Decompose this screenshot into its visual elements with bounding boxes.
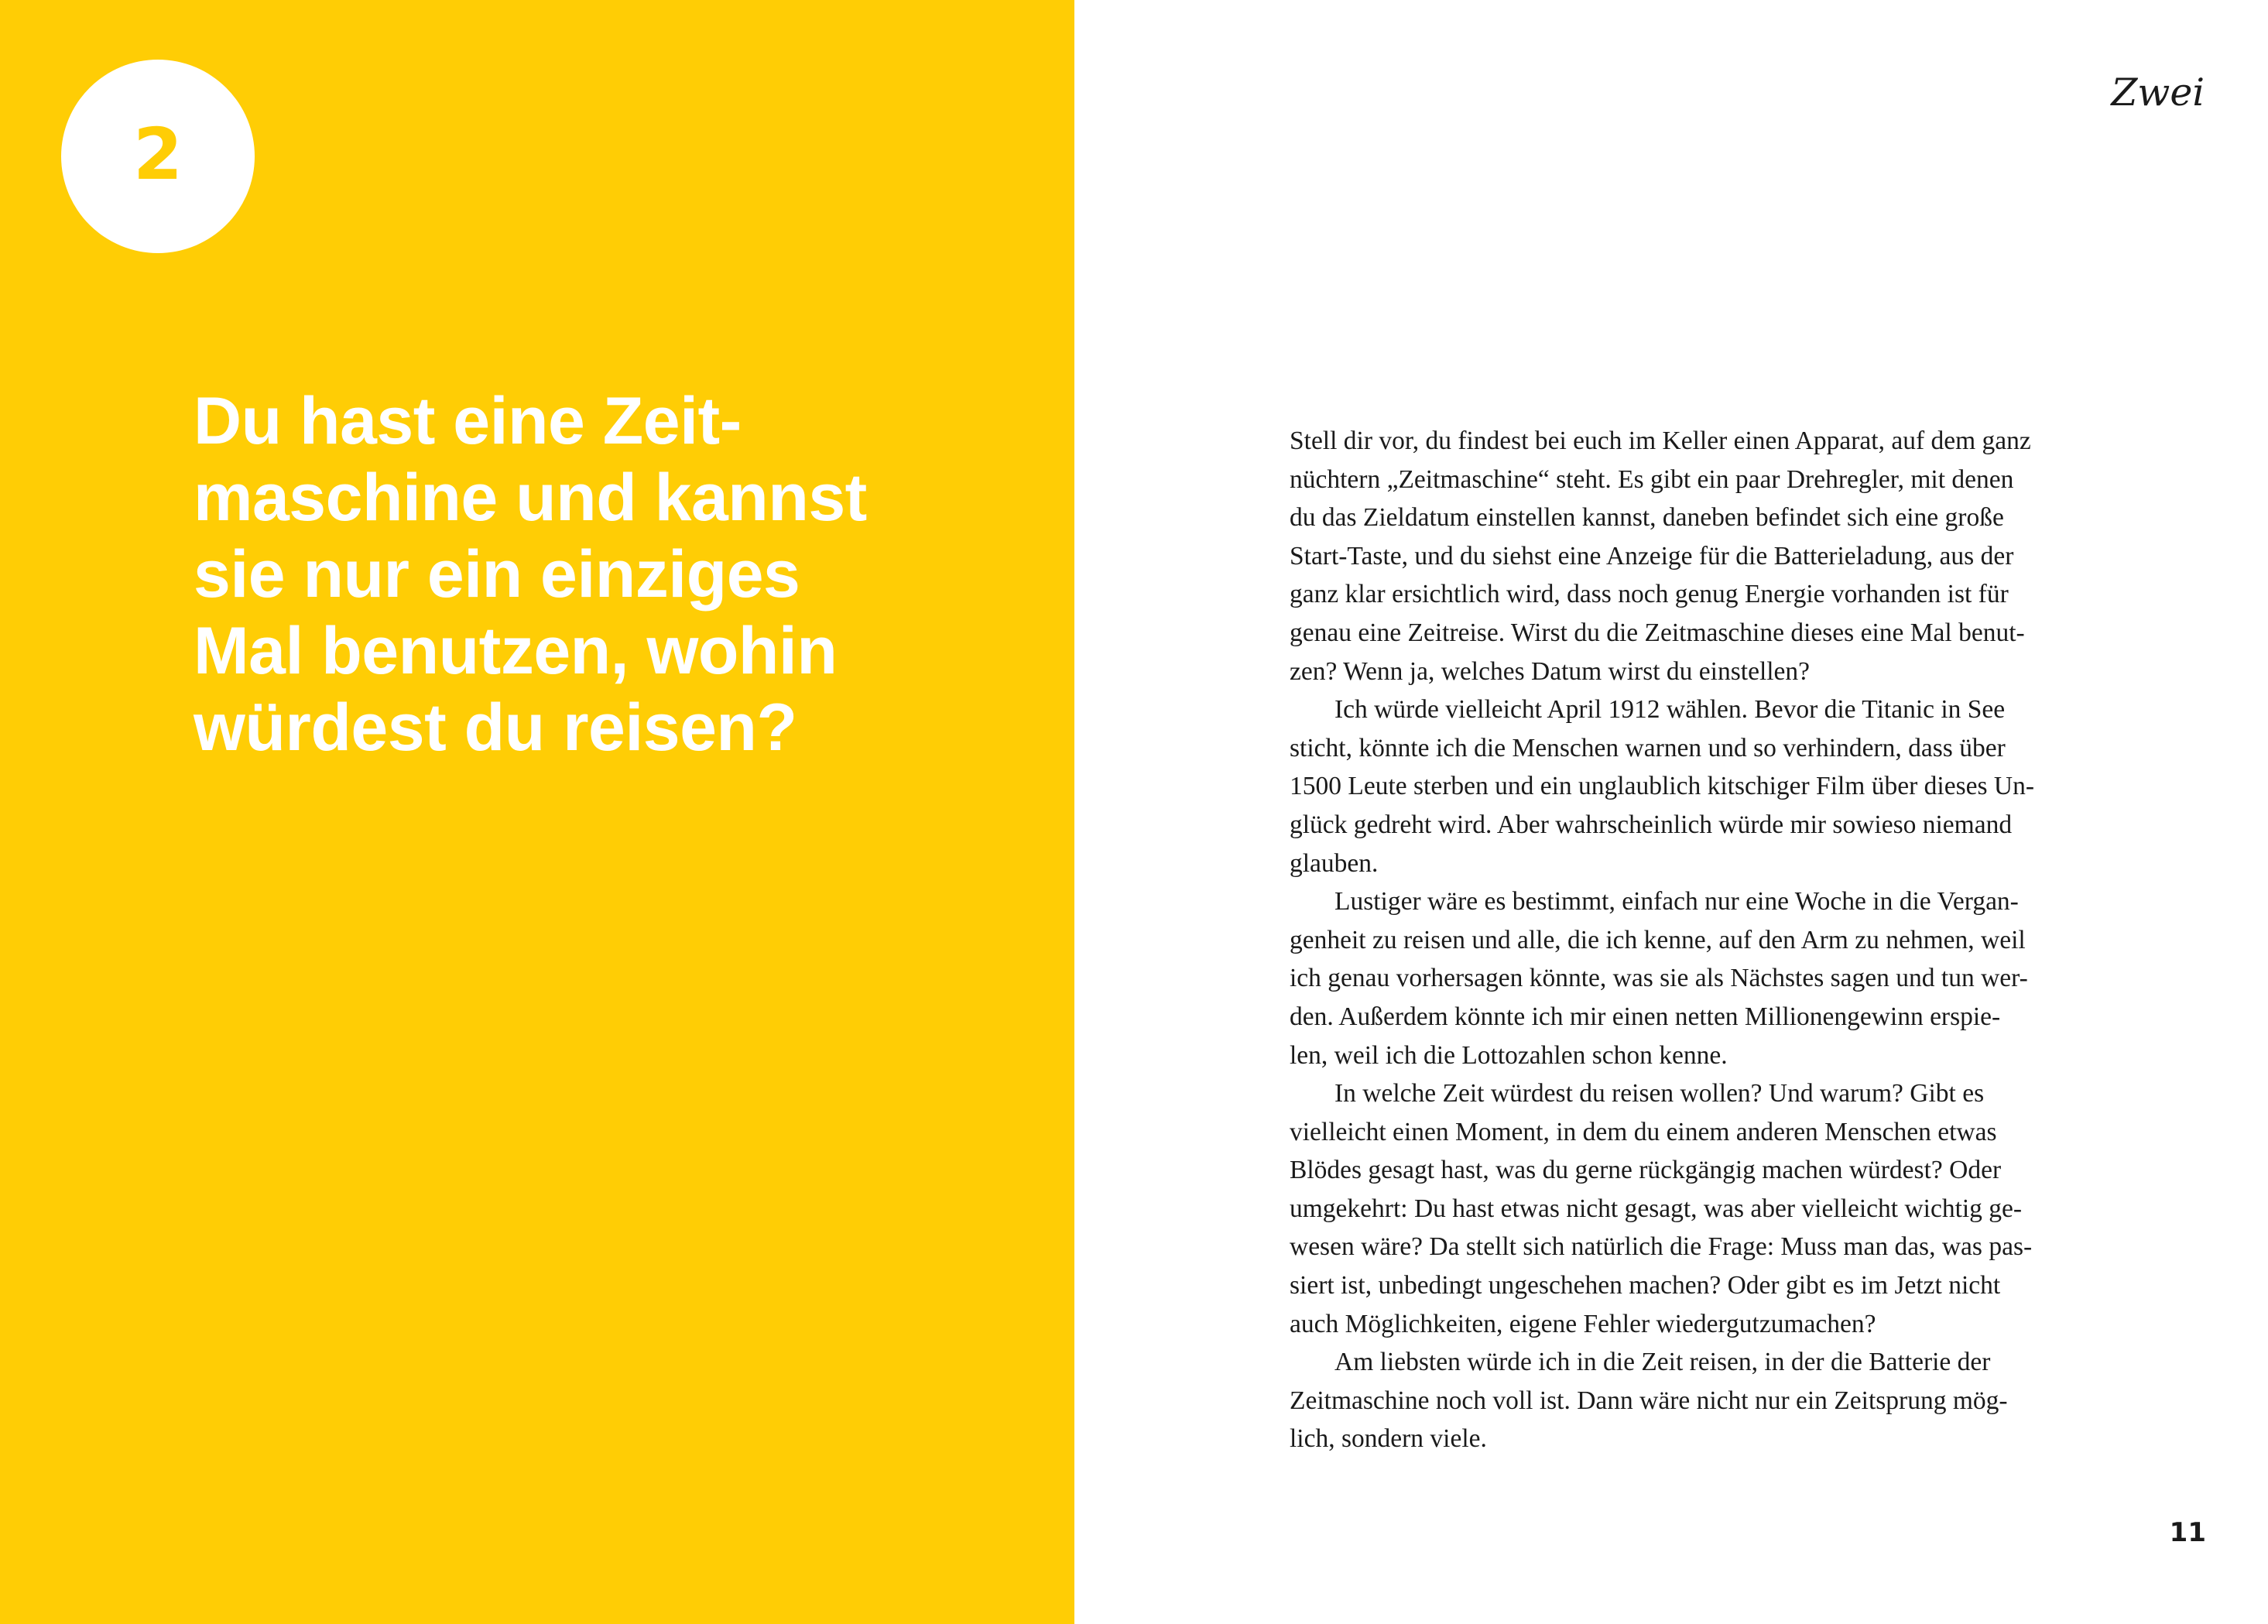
text-line: glauben. bbox=[1290, 848, 1379, 878]
text-line: Lustiger wäre es bestimmt, einfach nur eine Woche in die Vergan- bbox=[1334, 887, 2019, 916]
text-line: Blödes gesagt hast, was du gerne rückgängig machen würdest? Oder bbox=[1290, 1156, 2002, 1185]
text-line: nüchtern „Zeitmaschine“ steht. Es gibt ein paar Drehregler, mit denen bbox=[1290, 464, 2014, 494]
text-line: sticht, könnte ich die Menschen warnen und so verhindern, dass über bbox=[1290, 733, 2006, 762]
text-line: wesen wäre? Da stellt sich natürlich die Frage: Muss man das, was pas- bbox=[1290, 1232, 2033, 1262]
text-line: genau eine Zeitreise. Wirst du die Zeitmaschine dieses eine Mal benut- bbox=[1290, 618, 2025, 647]
text-line: Stell dir vor, du findest bei euch im Keller einen Apparat, auf dem ganz bbox=[1290, 427, 2031, 455]
text-line: ganz klar ersichtlich wird, dass noch genug Energie vorhanden ist für bbox=[1290, 580, 2009, 609]
question-line: maschine und kannst bbox=[194, 461, 867, 535]
text-line: den. Außerdem könnte ich mir einen netten Millionengewinn erspie- bbox=[1290, 1002, 2001, 1031]
text-line: zen? Wenn ja, welches Datum wirst du einstellen? bbox=[1290, 656, 1811, 686]
question-line: Du hast eine Zeit- bbox=[194, 384, 742, 458]
text-line: ich genau vorhersagen könnte, was sie als Nächstes sagen und tun wer- bbox=[1290, 964, 2028, 993]
body-text bbox=[1290, 422, 2102, 1458]
chapter-number-badge bbox=[61, 60, 255, 253]
text-line: genheit zu reisen und alle, die ich kenne, auf den Arm zu nehmen, weil bbox=[1290, 925, 2026, 954]
page-number: 11 bbox=[2169, 1517, 2206, 1548]
chapter-number: 2 bbox=[132, 113, 183, 196]
text-line: glück gedreht wird. Aber wahrscheinlich würde mir sowieso niemand bbox=[1290, 810, 2013, 839]
chapter-question bbox=[194, 383, 1014, 766]
question-line: sie nur ein einziges bbox=[194, 537, 800, 612]
text-line: lich, sondern viele. bbox=[1290, 1424, 1487, 1454]
left-page bbox=[0, 0, 1074, 1624]
text-line: Start-Taste, und du siehst eine Anzeige für die Batterieladung, aus der bbox=[1290, 541, 2014, 570]
text-line: In welche Zeit würdest du reisen wollen? Und warum? Gibt es bbox=[1334, 1079, 1985, 1108]
text-line: siert ist, unbedingt ungeschehen machen? Oder gibt es im Jetzt nicht bbox=[1290, 1271, 2001, 1300]
question-line: Mal benutzen, wohin bbox=[194, 614, 838, 688]
question-line: würdest du reisen? bbox=[194, 690, 797, 765]
text-line: Am liebsten würde ich in die Zeit reisen, in der die Batterie der bbox=[1334, 1348, 1991, 1377]
text-line: auch Möglichkeiten, eigene Fehler wiedergutzumachen? bbox=[1290, 1309, 1876, 1338]
text-line: Ich würde vielleicht April 1912 wählen. Bevor die Titanic in See bbox=[1334, 695, 2006, 725]
right-page bbox=[1074, 0, 2268, 1624]
text-line: Zeitmaschine noch voll ist. Dann wäre nicht nur ein Zeitsprung mög- bbox=[1290, 1386, 2008, 1415]
text-line: umgekehrt: Du hast etwas nicht gesagt, was aber vielleicht wichtig ge- bbox=[1290, 1194, 2023, 1223]
text-line: len, weil ich die Lottozahlen schon kenne. bbox=[1290, 1040, 1728, 1070]
text-line: 1500 Leute sterben und ein unglaublich kitschiger Film über dieses Un- bbox=[1290, 772, 2034, 801]
running-head: Zwei bbox=[2111, 70, 2205, 115]
text-line: vielleicht einen Moment, in dem du einem anderen Menschen etwas bbox=[1290, 1117, 1997, 1146]
text-line: du das Zieldatum einstellen kannst, daneben befindet sich eine große bbox=[1290, 503, 2004, 533]
